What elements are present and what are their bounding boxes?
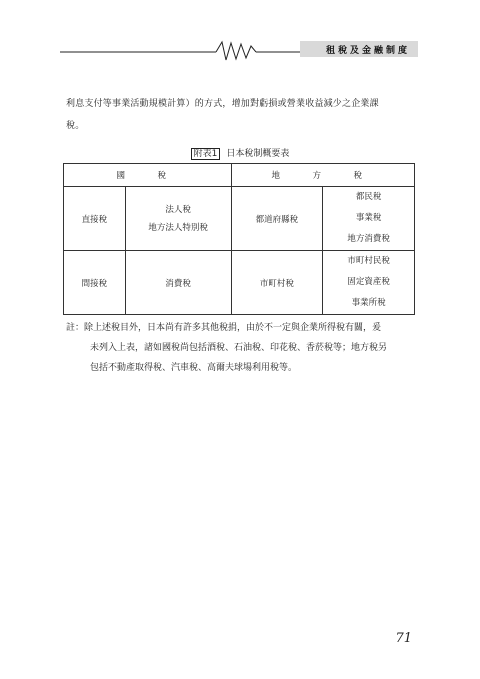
header-national-tax: 國 稅 [64, 164, 232, 187]
local-tax-item: 市町村民稅 [347, 256, 390, 266]
local-tax-item: 固定資產稅 [347, 277, 390, 287]
local-tax-item: 地方消費稅 [347, 234, 390, 244]
paragraph-line-2: 稅。 [66, 121, 85, 131]
note-line-1: 註：除上述稅目外，日本尚有許多其他稅捐，由於不一定與企業所得稅有關，爰 [66, 323, 382, 333]
note-line-2: 未列入上表，諸如國稅尚包括酒稅、石油稅、印花稅、香菸稅等；地方稅另 [90, 343, 388, 353]
local-tax-item: 事業稅 [355, 213, 382, 223]
local-tax-cell [323, 187, 415, 251]
header-title: 租稅及金融制度 [325, 46, 410, 56]
header-local-tax: 地 方 稅 [231, 164, 414, 187]
caption-label: 附表1 [191, 148, 221, 160]
running-header [60, 38, 418, 62]
table-footnote [66, 318, 418, 378]
table-header-row [64, 164, 415, 187]
local-tax-cell [323, 251, 415, 315]
tax-overview-table [63, 163, 415, 315]
page-number: 71 [395, 631, 412, 646]
note-line-3: 包括不動產取得稅、汽車稅、高爾夫球場利用稅等。 [90, 363, 298, 373]
national-tax-item: 消費稅 [125, 251, 231, 315]
table-caption [0, 146, 480, 159]
national-tax-cell [125, 187, 231, 251]
local-tax-type: 市町村稅 [231, 251, 323, 315]
row-category: 間接稅 [64, 251, 126, 315]
caption-title: 日本稅制概要表 [226, 149, 290, 159]
row-category: 直接稅 [64, 187, 126, 251]
national-tax-item: 法人稅 [165, 204, 191, 215]
table-row [64, 187, 415, 251]
national-tax-item: 地方法人特別稅 [148, 222, 208, 233]
local-tax-item: 都民稅 [355, 192, 382, 202]
table-row [64, 251, 415, 315]
local-tax-item: 事業所稅 [351, 298, 386, 308]
local-tax-type: 都道府縣稅 [231, 187, 323, 251]
paragraph-line-1: 利息支付等事業活動規模計算）的方式，增加對虧損或營業收益減少之企業課 [66, 99, 379, 109]
body-paragraph [66, 93, 416, 137]
